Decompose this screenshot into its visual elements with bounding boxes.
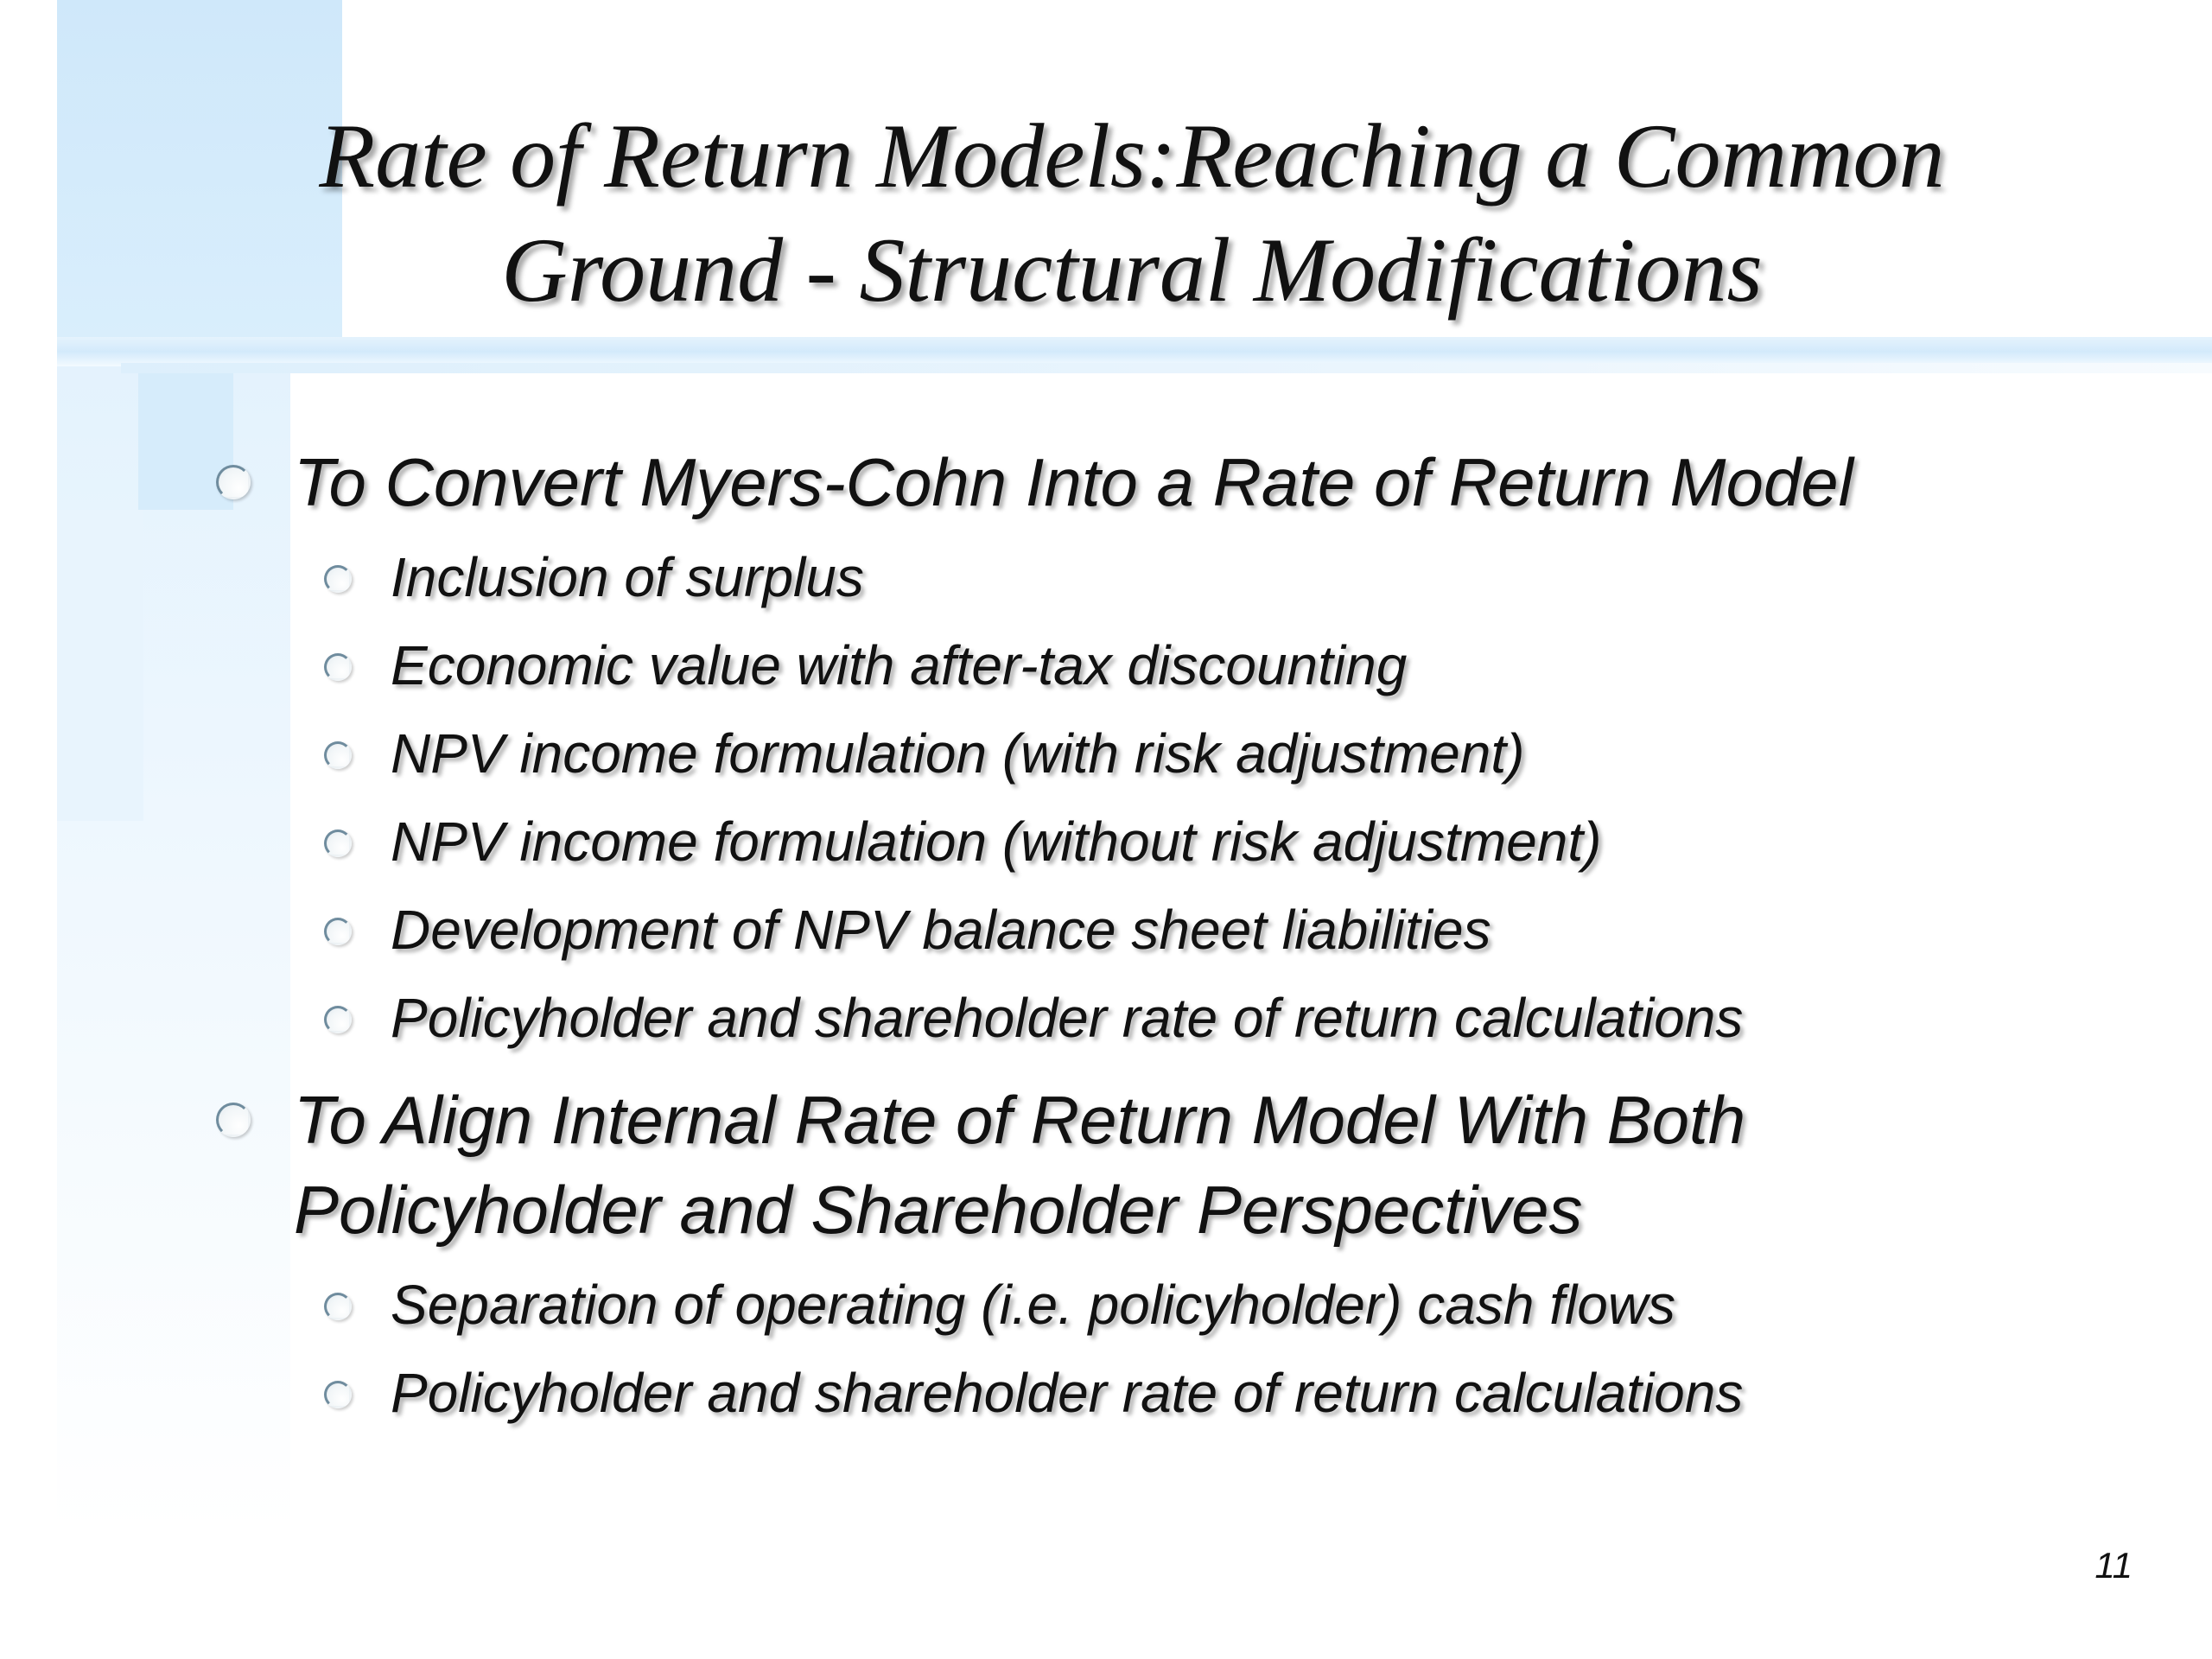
sub-bullet-item: Inclusion of surplus <box>391 546 864 608</box>
sub-bullet-icon <box>324 741 352 769</box>
slide-title-line-1: Rate of Return Models:Reaching a Common <box>319 105 1945 207</box>
sub-bullet-icon <box>324 653 352 681</box>
bullet-item-1: To Convert Myers-Cohn Into a Rate of Return Model <box>294 444 1853 520</box>
sub-bullet-item: NPV income formulation (with risk adjustment) <box>391 722 1525 785</box>
sub-bullet-item: Policyholder and shareholder rate of return calculations <box>391 1362 1744 1424</box>
sub-bullet-icon <box>324 1381 352 1408</box>
bullet-item-2-line-1: To Align Internal Rate of Return Model With Both <box>294 1082 1746 1158</box>
bullet-item-2-line-2: Policyholder and Shareholder Perspectives <box>294 1172 1583 1248</box>
sub-bullet-icon <box>324 830 352 857</box>
sub-bullet-icon <box>324 918 352 945</box>
page-number: 11 <box>2094 1545 2133 1586</box>
sub-bullet-item: NPV income formulation (without risk adjustment) <box>391 810 1602 873</box>
bullet-icon <box>216 465 251 499</box>
sub-bullet-icon <box>324 1006 352 1033</box>
sub-bullet-item: Economic value with after-tax discounting <box>391 634 1408 696</box>
sub-bullet-item: Separation of operating (i.e. policyholder) cash flows <box>391 1274 1676 1336</box>
sub-bullet-icon <box>324 1293 352 1320</box>
bullet-icon <box>216 1103 251 1137</box>
sub-bullet-item: Policyholder and shareholder rate of return calculations <box>391 987 1744 1049</box>
slide-title-line-2: Ground - Structural Modifications <box>501 219 1763 321</box>
sub-bullet-icon <box>324 565 352 593</box>
sub-bullet-item: Development of NPV balance sheet liabilities <box>391 899 1491 961</box>
